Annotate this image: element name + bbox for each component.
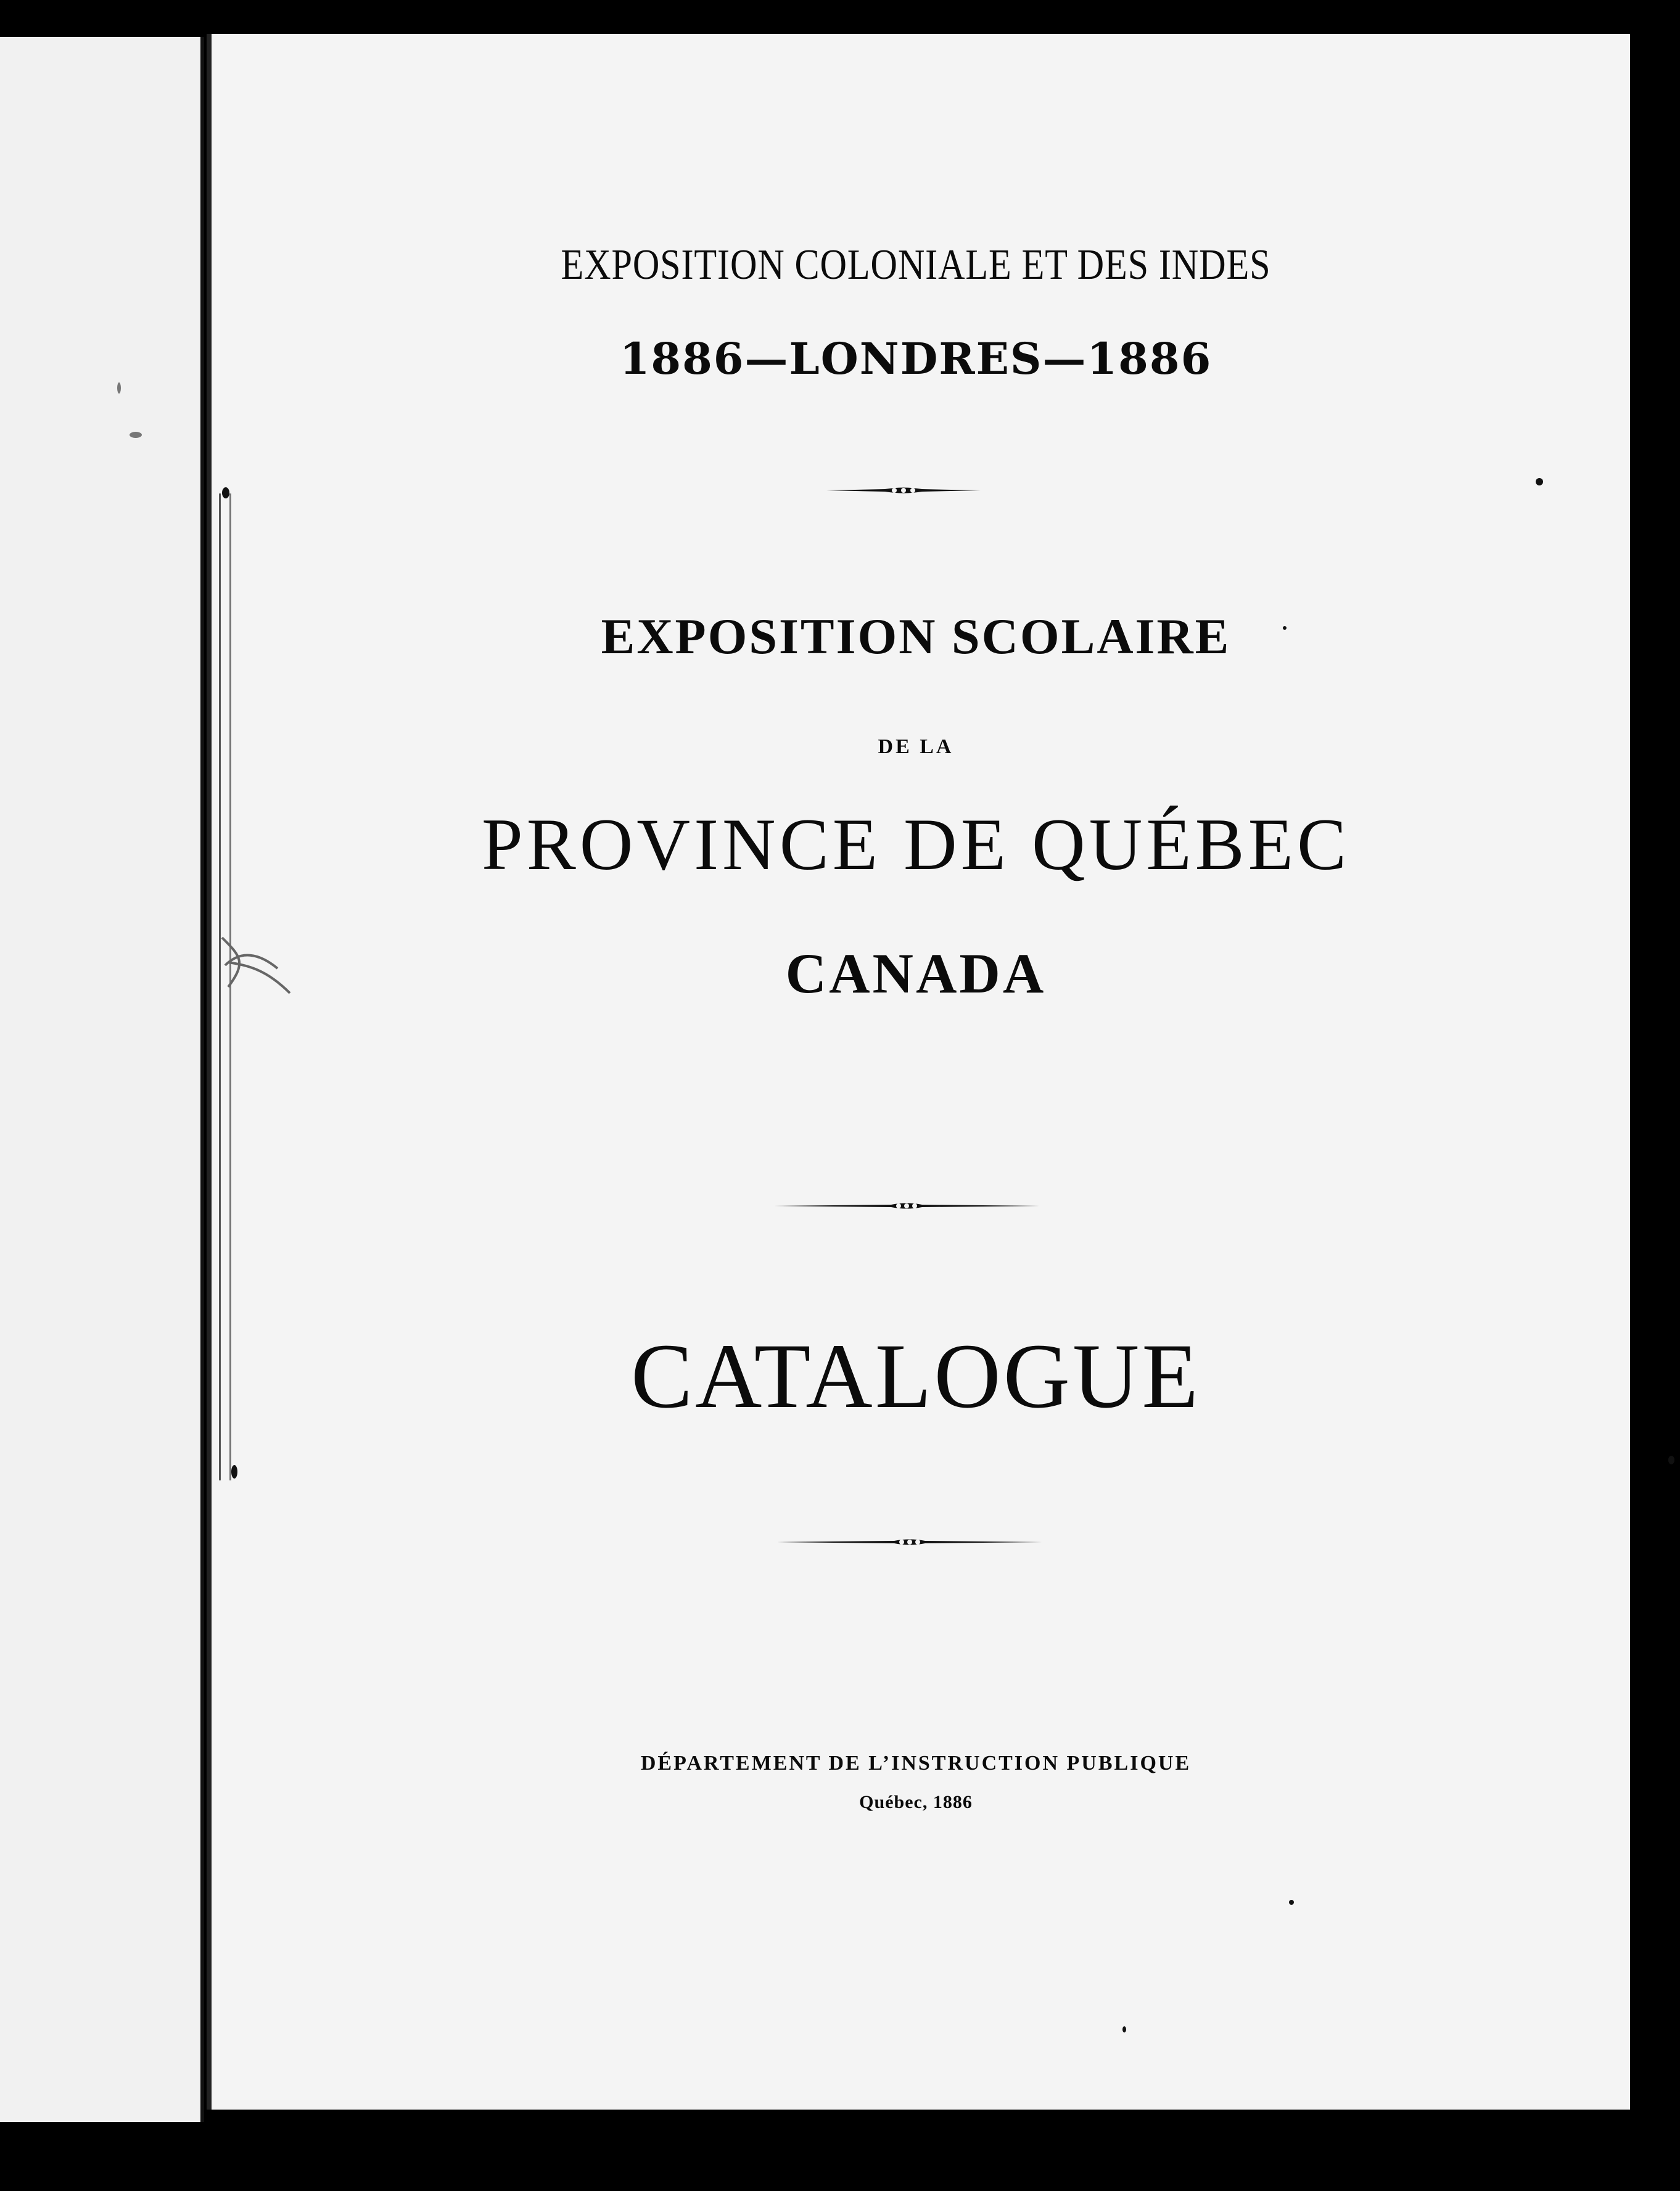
imprint-line: Québec, 1886 — [859, 1792, 973, 1812]
paper-speck — [130, 432, 142, 438]
ink-speck — [1536, 478, 1543, 485]
facing-page-stub — [0, 37, 204, 2122]
ink-speck — [1122, 2026, 1126, 2032]
binding-hole — [231, 1465, 237, 1479]
place-dates: 1886—LONDRES—1886 — [619, 333, 1213, 384]
connector-text: DE LA — [878, 735, 954, 758]
province-heading: PROVINCE DE QUÉBEC — [481, 803, 1351, 885]
catalogue-title: CATALOGUE — [631, 1325, 1201, 1427]
ink-speck — [1283, 626, 1287, 630]
section-heading: EXPOSITION SCOLAIRE — [601, 608, 1231, 664]
ornamental-rule — [774, 1197, 1039, 1215]
paper-speck — [117, 382, 121, 394]
exhibition-heading: EXPOSITION COLONIALE ET DES INDES — [561, 241, 1271, 289]
ornamental-rule — [777, 1533, 1042, 1551]
ornamental-rule — [826, 481, 981, 500]
ink-speck — [1289, 1900, 1294, 1905]
publisher-line: DÉPARTEMENT DE L’INSTRUCTION PUBLIQUE — [640, 1752, 1192, 1775]
country-heading: CANADA — [785, 942, 1047, 1005]
binding-hole — [222, 487, 229, 498]
ink-speck — [1668, 1456, 1674, 1464]
